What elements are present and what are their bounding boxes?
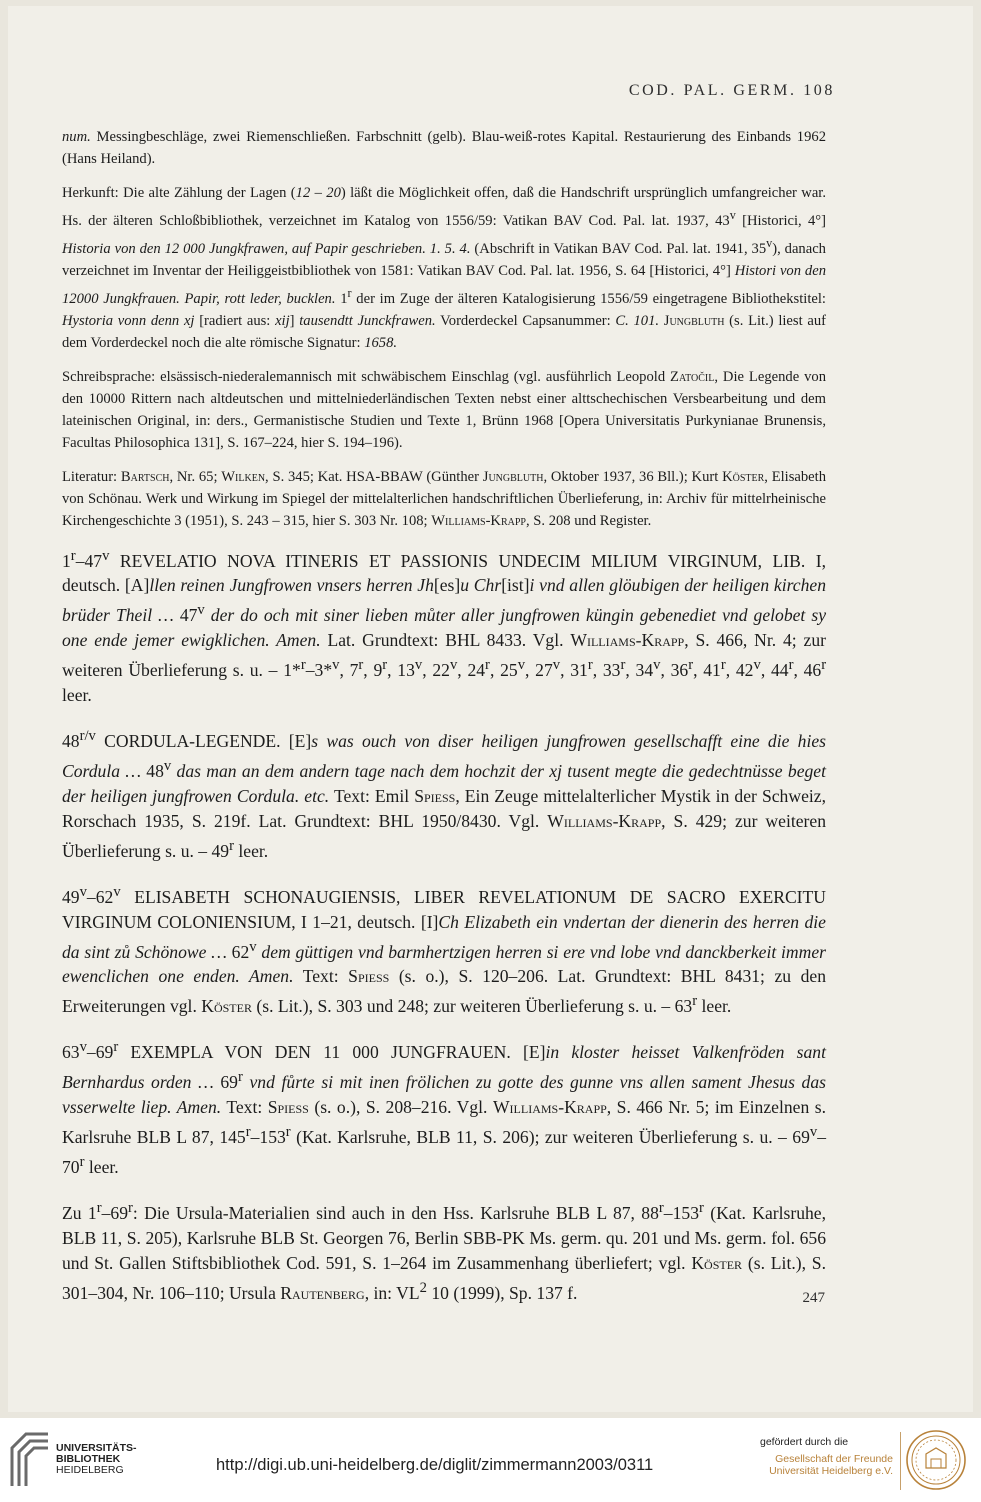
university-library-logo-icon xyxy=(8,1430,52,1490)
sponsor-name: Gesellschaft der Freunde Universität Heidelberg e.V. xyxy=(769,1453,893,1477)
section-elisabeth: 49$^v$–62$^v$ ELISABETH SCHONAUGIENSIS, LIBER REVELATIONUM DE SACRO EXERCITU VIRGINUM COLONIENSIUM, I 1–21, deutsch. [I]Ch Elizabeth ein vndertan der dienerin des herren die da sint zů Schönowe … 62$^v$ dem güttigen vnd barmhertzigen herren si ere vnd lobe vnd danckberkeit immer ewenclichen one enden. Amen. Text: Spiess (s. o.), S. 120–206. Lat. Grundtext: BHL 8431; zu den Erweiterungen vgl. Köster (s. Lit.), S. 303 und 248; zur weiteren Überlieferung s. u. – 63$^r$ leer. xyxy=(62,883,827,1017)
literature-paragraph: Literatur: Bartsch, Nr. 65; Wilken, S. 345; Kat. HSA-BBAW (Günther Jungbluth, Oktober 1937, 36 Bll.); Kurt Köster, Elisabeth von Schönau. Werk und Wirkung im Spiegel der mittelalterlichen handschriftlichen Überlieferung, in: Archiv für mittelrheinische Kirchengeschichte 3 (1951), S. 243 – 315, hier S. 303 Nr. 108; Williams-Krapp, S. 208 und Register. xyxy=(62,468,826,529)
binding-description: num. Messingbeschläge, zwei Riemenschließen. Farbschnitt (gelb). Blau-weiß-rotes Kapital. Restaurierung des Einbands 1962 (Hans Heiland). xyxy=(62,129,826,167)
running-head: COD. PAL. GERM. 108 xyxy=(628,82,835,99)
library-name: UNIVERSITÄTS- BIBLIOTHEK HEIDELBERG xyxy=(56,1442,137,1476)
section-revelatio: 1$^r$–47$^v$ REVELATIO NOVA ITINERIS ET PASSIONIS UNDECIM MILIUM VIRGINUM, LIB. I, deutsch. [A]llen reinen Jungfrowen vnsers herren Jh[es]u Chr[ist]i vnd allen glöubigen der heiligen kirchen brüder Theil … 47$^v$ der do och mit siner lieben můter aller jungfrowen küngin gebenediet vnd gelobet sy one ende jemer ewigklichen. Amen. Lat. Grundtext: BHL 8433. Vgl. Williams-Krapp, S. 466, Nr. 4; zur weiteren Überlieferung s. u. – 1*$^r$–3*$^v$, 7$^r$, 9$^r$, 13$^v$, 22$^v$, 24$^r$, 25$^v$, 27$^v$, 31$^r$, 33$^r$, 34$^v$, 36$^r$, 41$^r$, 42$^v$, 44$^r$, 46$^r$ leer. xyxy=(62,547,827,706)
sponsor-seal-icon xyxy=(904,1428,968,1492)
sponsor-divider xyxy=(900,1432,901,1490)
funded-by-label: gefördert durch die xyxy=(760,1436,849,1448)
viewer-footer xyxy=(0,1418,981,1502)
section-ursula-note: Zu 1$^r$–69$^r$: Die Ursula-Materialien sind auch in den Hss. Karlsruhe BLB L 87, 88$^r$–153$^r$ (Kat. Karlsruhe, BLB 11, S. 205), Karlsruhe BLB St. Georgen 76, Berlin SBB-PK Ms. germ. qu. 201 und Ms. germ. fol. 656 und St. Gallen Stiftsbibliothek Cod. 591, S. 1–264 im Zusammenhang überliefert; vgl. Köster (s. Lit.), S. 301–304, Nr. 106–110; Ursula Rautenberg, in: $VL^2$ 10 (1999), Sp. 137 f. xyxy=(62,1199,827,1303)
provenance-paragraph: Herkunft: Die alte Zählung der Lagen (12 – 20) läßt die Möglichkeit offen, daß die Handschrift ursprünglich umfangreicher war. Hs. der älteren Schloßbibliothek, verzeichnet im Katalog von 1556/59: Vatikan BAV Cod. Pal. lat. 1937, 43$^v$ [Historici, 4°] Historia von den 12 000 Jungkfrawen, auf Papir geschrieben. 1. 5. 4. (Abschrift in Vatikan BAV Cod. Pal. lat. 1941, 35$^v$), danach verzeichnet im Inventar der Heiliggeistbibliothek von 1581: Vatikan BAV Cod. Pal. lat. 1956, S. 64 [Historici, 4°] Histori von den 12000 Jungkfrauen. Papir, rott leder, bucklen. 1$^r$ der im Zuge der älteren Katalogisierung 1556/59 eingetragene Bibliothekstitel: Hystoria vonn denn xj [radiert aus: xij] tausendtt Junckfrawen. Vorderdeckel Capsanummer: C. 101. Jungbluth (s. Lit.) liest auf dem Vorderdeckel noch die alte römische Signatur: 1658. xyxy=(62,185,827,351)
permalink-url[interactable]: http://digi.ub.uni-heidelberg.de/diglit/zimmermann2003/0311 xyxy=(216,1456,654,1474)
page-number: 247 xyxy=(802,1290,825,1306)
dialect-paragraph: Schreibsprache: elsässisch-niederalemannisch mit schwäbischem Einschlag (vgl. ausführlich Leopold Zatočil, Die Legende von den 10000 Rittern nach altdeutschen und mittelniederländischen Texten nebst einer alttschechischen Versbearbeitung und dem lateinischen Original, in: ders., Germanistische Studien und Texte 1, Brünn 1968 [Opera Universitatis Purkynianae Brunensis, Facultas Philosophica 131], S. 167–224, hier S. 194–196). xyxy=(62,368,826,451)
catalog-entry-body xyxy=(62,126,826,1321)
section-cordula: $48^{r/v}$ CORDULA-LEGENDE. [E]s was ouch von diser heiligen jungfrowen gesellschafft eine die hies Cordula … 48$^v$ das man an dem andern tage nach dem hochzit der xj tusent megte die gedechtnüsse beget der heiligen jungfrowen Cordula. etc. Text: Emil Spiess, Ein Zeuge mittelalterlicher Mystik in der Schweiz, Rorschach 1935, S. 219f. Lat. Grundtext: BHL 1950/8430. Vgl. Williams-Krapp, S. 429; zur weiteren Überlieferung s. u. – 49$^r$ leer. xyxy=(62,728,827,861)
section-exempla: 63$^v$–69$^r$ EXEMPLA VON DEN 11 000 JUNGFRAUEN. [E]in kloster heisset Valkenfröden sant Bernhardus orden … 69$^r$ vnd fůrte si mit inen frölichen zu gotte des gunne vns allen sament Jhesus das vsserwelte liep. Amen. Text: Spiess (s. o.), S. 208–216. Vgl. Williams-Krapp, S. 466 Nr. 5; im Einzelnen s. Karlsruhe BLB L 87, 145$^r$–153$^r$ (Kat. Karlsruhe, BLB 11, S. 206); zur weiteren Überlieferung s. u. – 69$^v$–70$^r$ leer. xyxy=(62,1039,826,1177)
